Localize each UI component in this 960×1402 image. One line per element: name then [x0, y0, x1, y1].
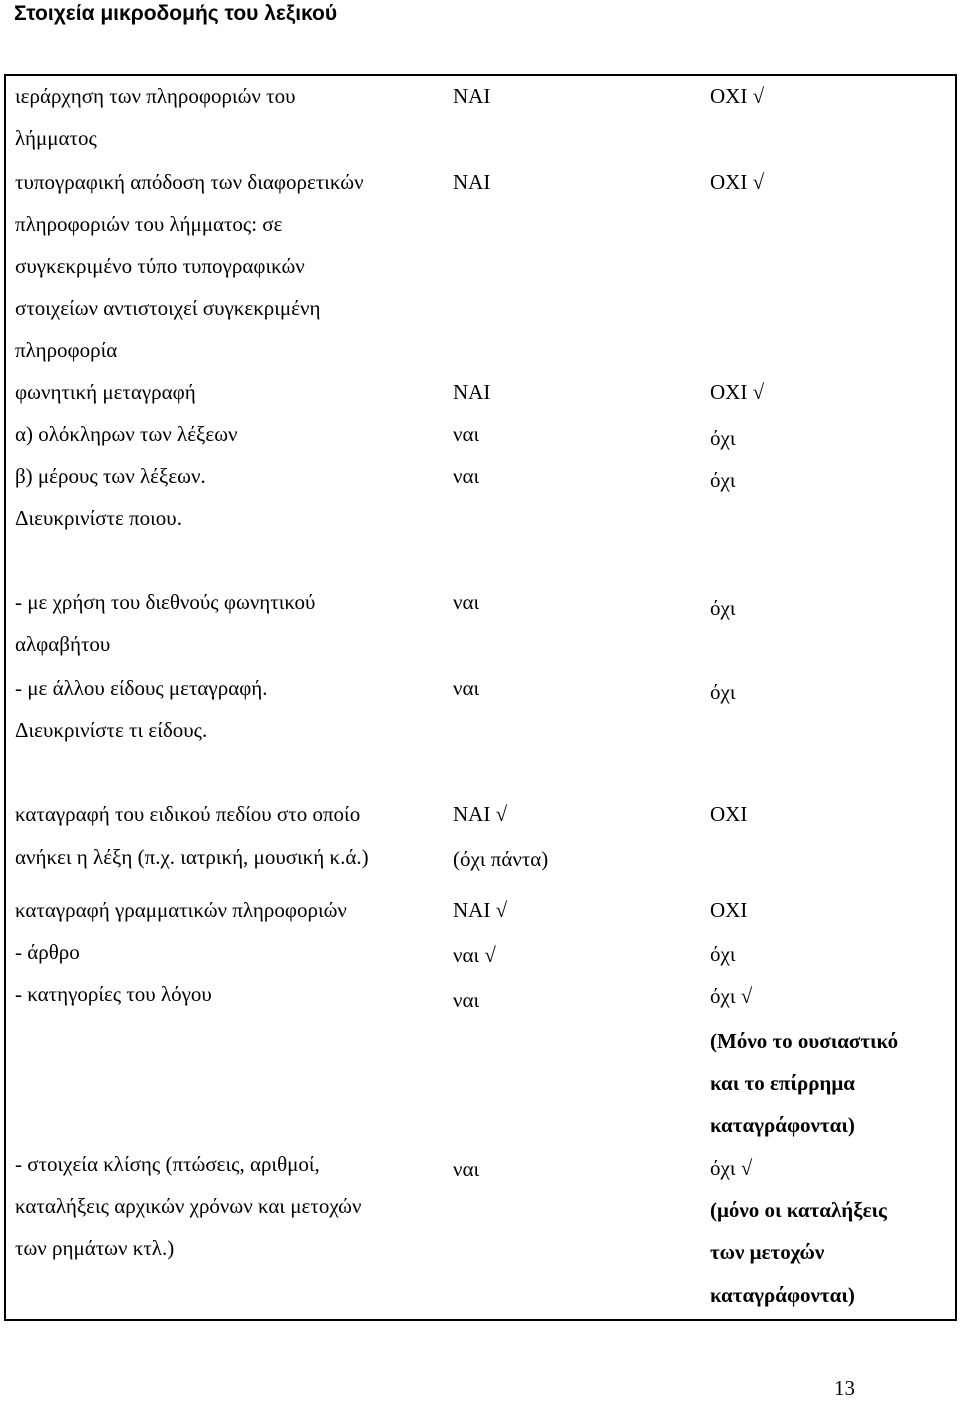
criterion-text: λήμματος — [15, 126, 97, 150]
criterion-text: - άρθρο — [15, 940, 80, 964]
no-value: ΟΧΙ — [710, 802, 748, 826]
criterion-text: αλφαβήτου — [15, 632, 111, 656]
no-value: όχι √ — [710, 984, 753, 1008]
yes-value: ναι — [453, 590, 480, 614]
criterion-text: των ρημάτων κτλ.) — [15, 1236, 175, 1260]
no-value: ΟΧΙ √ — [710, 170, 765, 194]
note-text: καταγράφονται) — [710, 1113, 855, 1137]
criterion-text: ιεράρχηση των πληροφοριών του — [15, 84, 296, 108]
criterion-text: β) μέρους των λέξεων. — [15, 464, 206, 488]
page-title: Στοιχεία μικροδομής του λεξικού — [14, 2, 338, 25]
note-text: καταγράφονται) — [710, 1283, 855, 1307]
criterion-text: πληροφοριών του λήμματος: σε — [15, 212, 283, 236]
criterion-text: καταγραφή του ειδικού πεδίου στο οποίο — [15, 802, 361, 826]
note-text: (Μόνο το ουσιαστικό — [710, 1029, 899, 1053]
no-value: ΟΧΙ — [710, 898, 748, 922]
criterion-text: ανήκει η λέξη (π.χ. ιατρική, μουσική κ.ά.) — [15, 845, 369, 869]
criterion-text: πληροφορία — [15, 338, 118, 362]
criterion-text: καταλήξεις αρχικών χρόνων και μετοχών — [15, 1194, 362, 1218]
criterion-text: - με χρήση του διεθνούς φωνητικού — [15, 590, 316, 614]
yes-value: ΝΑΙ — [453, 170, 491, 194]
no-value: όχι — [710, 426, 736, 450]
yes-value: ναι — [453, 464, 480, 488]
no-value: ΟΧΙ √ — [710, 380, 765, 404]
criterion-text: - στοιχεία κλίσης (πτώσεις, αριθμοί, — [15, 1152, 320, 1176]
yes-value: ΝΑΙ — [453, 84, 491, 108]
no-value: όχι — [710, 942, 736, 966]
note-text: των μετοχών — [710, 1240, 825, 1264]
criterion-text: καταγραφή γραμματικών πληροφοριών — [15, 898, 347, 922]
no-value: όχι — [710, 468, 736, 492]
criterion-text: τυπογραφική απόδοση των διαφορετικών — [15, 170, 364, 194]
note-text: (μόνο οι καταλήξεις — [710, 1198, 887, 1222]
criterion-text: Διευκρινίστε ποιου. — [15, 506, 182, 530]
no-value: όχι — [710, 596, 736, 620]
yes-value: ναι √ — [453, 943, 496, 967]
yes-value: ναι — [453, 422, 480, 446]
page-number: 13 — [834, 1376, 855, 1400]
criterion-text: - κατηγορίες του λόγου — [15, 982, 212, 1006]
yes-value: ΝΑΙ — [453, 380, 491, 404]
criterion-text: στοιχείων αντιστοιχεί συγκεκριμένη — [15, 296, 321, 320]
criterion-text: - με άλλου είδους μεταγραφή. — [15, 676, 268, 700]
criterion-text: α) ολόκληρων των λέξεων — [15, 422, 238, 446]
yes-value: ναι — [453, 676, 480, 700]
yes-value: ΝΑΙ √ — [453, 802, 508, 826]
criterion-text: φωνητική μεταγραφή — [15, 380, 196, 404]
yes-value: ναι — [453, 1157, 480, 1181]
note-text: και το επίρρημα — [710, 1071, 855, 1095]
no-value: όχι √ — [710, 1156, 753, 1180]
no-value: όχι — [710, 680, 736, 704]
no-value: ΟΧΙ √ — [710, 84, 765, 108]
yes-value: (όχι πάντα) — [453, 847, 549, 871]
criterion-text: Διευκρινίστε τι είδους. — [15, 718, 208, 742]
yes-value: ναι — [453, 988, 480, 1012]
criterion-text: συγκεκριμένο τύπο τυπογραφικών — [15, 254, 305, 278]
yes-value: ΝΑΙ √ — [453, 898, 508, 922]
